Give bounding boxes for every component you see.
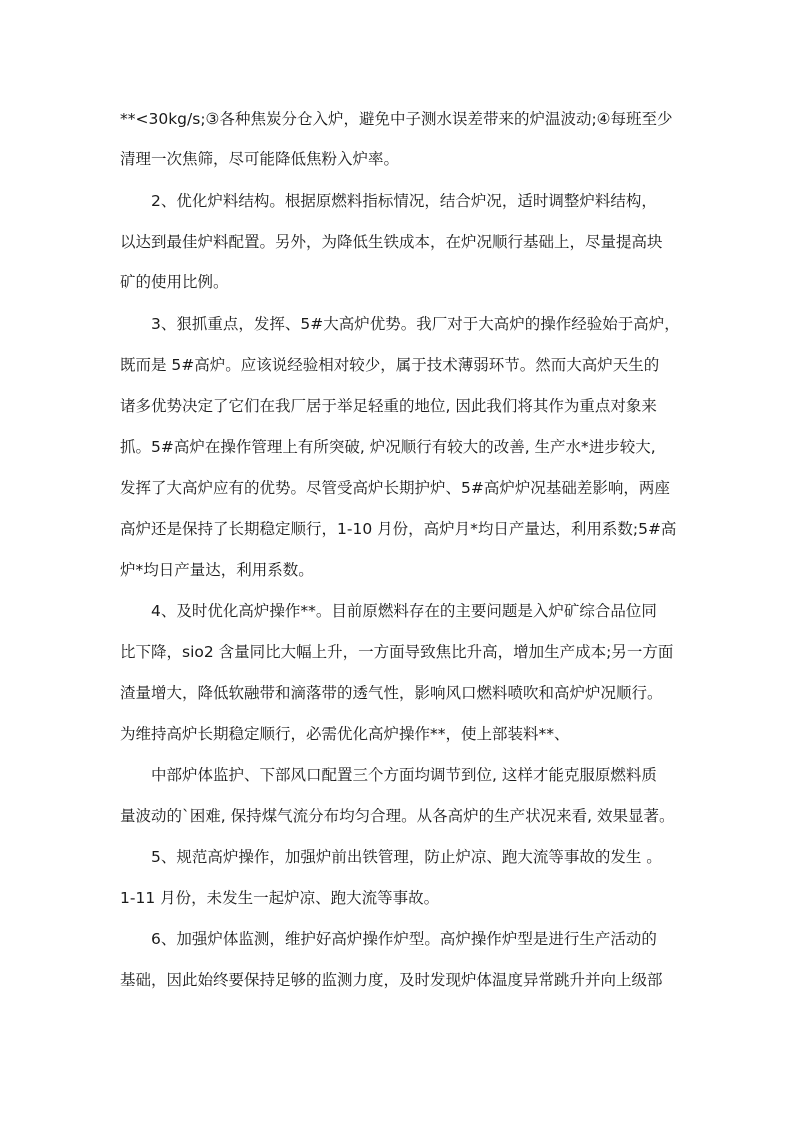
text-line: 渣量增大，降低软融带和滴落带的透气性，影响风口燃料喷吹和高炉炉况顺行。 bbox=[120, 684, 663, 702]
text-line: 量波动的`困难, 保持煤气流分布均匀合理。从各高炉的生产状况来看, 效果显著。 bbox=[120, 807, 675, 825]
text-line: 为维持高炉长期稳定顺行，必需优化高炉操作**，使上部装料**、 bbox=[120, 725, 570, 743]
text-line: 抓。5#高炉在操作管理上有所突破, 炉况顺行有较大的改善, 生产水*进步较大, bbox=[120, 438, 656, 456]
text-line: 3、狠抓重点，发挥、5#大高炉优势。我厂对于大高炉的操作经验始于高炉， bbox=[151, 315, 680, 333]
text-line: 高炉还是保持了长期稳定顺行，1-10 月份，高炉月*均日产量达，利用系数;5#高 bbox=[120, 520, 677, 538]
text-line: 基础，因此始终要保持足够的监测力度，及时发现炉体温度异常跳升并向上级部 bbox=[120, 971, 663, 989]
text-line: 1-11 月份，未发生一起炉凉、跑大流等事故。 bbox=[120, 889, 440, 907]
text-line: 6、加强炉体监测，维护好高炉操作炉型。高炉操作炉型是进行生产活动的 bbox=[151, 930, 657, 948]
text-line: 5、规范高炉操作，加强炉前出铁管理，防止炉凉、跑大流等事故的发生 。 bbox=[151, 848, 662, 866]
text-line: 2、优化炉料结构。根据原燃料指标情况，结合炉况，适时调整炉料结构， bbox=[151, 192, 657, 210]
text-line: **<30kg/s;③各种焦炭分仓入炉，避免中子测水误差带来的炉温波动;④每班至少 bbox=[120, 110, 673, 128]
text-line: 诸多优势决定了它们在我厂居于举足轻重的地位, 因此我们将其作为重点对象来 bbox=[120, 397, 657, 415]
text-line: 比下降，sio2 含量同比大幅上升，一方面导致焦比升高，增加生产成本;另一方面 bbox=[120, 643, 674, 661]
text-line: 炉*均日产量达，利用系数。 bbox=[120, 561, 314, 579]
text-line: 清理一次焦筛，尽可能降低焦粉入炉率。 bbox=[120, 150, 400, 168]
text-line: 矿的使用比例。 bbox=[120, 273, 229, 291]
text-line: 以达到最佳炉料配置。另外，为降低生铁成本，在炉况顺行基础上，尽量提高块 bbox=[120, 233, 663, 251]
text-line: 4、及时优化高炉操作**。目前原燃料存在的主要问题是入炉矿综合品位同 bbox=[151, 602, 657, 620]
text-line: 发挥了大高炉应有的优势。尽管受高炉长期护炉、5#高炉炉况基础差影响，两座 bbox=[120, 479, 670, 497]
text-line: 既而是 5#高炉。应该说经验相对较少，属于技术薄弱环节。然而大高炉天生的 bbox=[120, 356, 660, 374]
text-line: 中部炉体监护、下部风口配置三个方面均调节到位, 这样才能克服原燃料质 bbox=[151, 766, 657, 784]
